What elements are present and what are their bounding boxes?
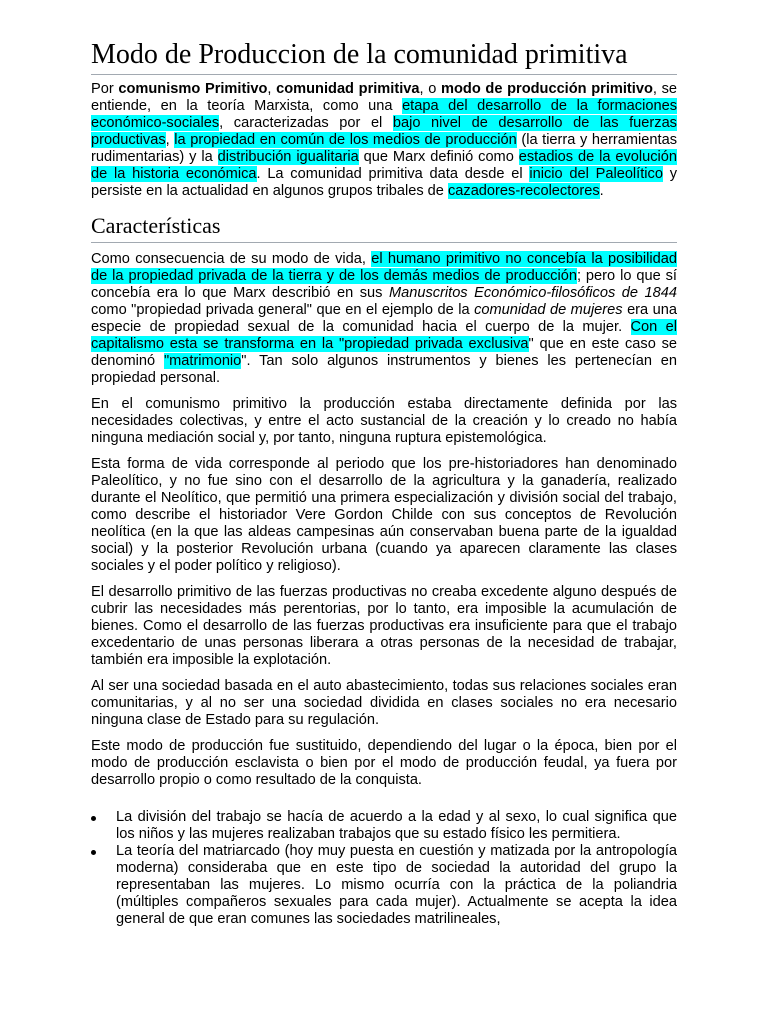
intro-bold-term: modo de producción primitivo bbox=[441, 81, 653, 97]
intro-text: , o bbox=[419, 81, 442, 97]
intro-text: (la tierra y herramientas rudimentarias) y la bbox=[91, 132, 678, 165]
paragraph-text: ". Tan solo algunos instrumentos y bienes les pertenecían en propiedad personal. bbox=[91, 353, 677, 386]
intro-text: , caracterizadas por el bbox=[219, 115, 393, 131]
page-title: Modo de Produccion de la comunidad primitiva bbox=[91, 38, 677, 75]
paragraph-2: En el comunismo primitivo la producción estaba directamente definida por las necesidades colectivas, y entre el acto sustancial de la creación y lo creado no había ninguna mediación social y, por tanto, ninguna ruptura epistemológica. bbox=[91, 396, 677, 446]
intro-text: . La comunidad primitiva data desde el bbox=[256, 166, 530, 182]
paragraph-text: " que en este caso se denominó bbox=[91, 336, 677, 369]
italic-term: comunidad de mujeres bbox=[474, 302, 623, 318]
paragraph-4: El desarrollo primitivo de las fuerzas productivas no creaba excedente alguno después de cubrir las necesidades más perentorias, por lo tanto, era imposible la acumulación de bienes. Como el desarrollo de las fuerzas productivas era insuficiente para que el trabajo excedentario de unas personas liberara a otras personas de la necesidad de trabajar, también era imposible la explotación. bbox=[91, 584, 677, 668]
paragraph-text: Como consecuencia de su modo de vida, bbox=[91, 251, 372, 267]
paragraph-5: Al ser una sociedad basada en el auto abastecimiento, todas sus relaciones sociales eran comunitarias, y al no ser una sociedad dividida en clases sociales no era necesario ninguna clase de Estado para su regulación. bbox=[91, 678, 677, 728]
intro-text: , bbox=[165, 132, 175, 148]
intro-bold-term: comunidad primitiva bbox=[276, 81, 420, 97]
intro-bold-term: comunismo Primitivo bbox=[118, 81, 268, 97]
bullet-icon bbox=[91, 850, 96, 855]
highlighted-text: estadios de la evolución de la historia económica bbox=[91, 149, 678, 182]
intro-text: , se entiende, en la teoría Marxista, como una bbox=[91, 81, 678, 114]
highlighted-text: etapa del desarrollo de la formaciones económico-sociales bbox=[91, 98, 677, 131]
paragraph-text: como "propiedad privada general" que en el ejemplo de la bbox=[91, 302, 475, 318]
bullet-icon bbox=[91, 816, 96, 821]
list-item-text: La división del trabajo se hacía de acuerdo a la edad y al sexo, lo cual significa que los niños y las mujeres realizaban trabajos que su estado físico les permitiera. bbox=[116, 809, 677, 842]
paragraph-1 bbox=[91, 251, 677, 387]
section-title-caracteristicas: Características bbox=[91, 212, 677, 243]
intro-paragraph bbox=[91, 81, 677, 200]
highlighted-text: distribución igualitaria bbox=[217, 149, 359, 165]
highlighted-text: bajo nivel de desarrollo de las fuerzas productivas bbox=[91, 115, 677, 148]
bullet-list bbox=[91, 809, 677, 928]
list-item bbox=[91, 809, 677, 843]
intro-text: . bbox=[599, 183, 604, 199]
highlighted-text: el humano primitivo no concebía la posibilidad de la propiedad privada de la tierra y de los demás medios de producción bbox=[91, 251, 677, 284]
intro-text: y persiste en la actualidad en algunos grupos tribales de bbox=[91, 166, 678, 199]
italic-title: Manuscritos Económico-filosóficos de 1844 bbox=[388, 285, 677, 301]
intro-text: , bbox=[267, 81, 277, 97]
highlighted-text: cazadores-recolectores bbox=[447, 183, 600, 199]
intro-text: Por bbox=[91, 81, 119, 97]
paragraph-6: Este modo de producción fue sustituido, dependiendo del lugar o la época, bien por el modo de producción esclavista o bien por el modo de producción feudal, ya fuera por desarrollo propio o como resultado de la conquista. bbox=[91, 738, 677, 788]
list-item bbox=[91, 843, 677, 928]
highlighted-text: inicio del Paleolítico bbox=[529, 166, 663, 182]
highlighted-text: la propiedad en común de los medios de producción bbox=[174, 132, 517, 148]
intro-text: que Marx definió como bbox=[358, 149, 519, 165]
highlighted-text: Con el capitalismo esta se transforma en la "propiedad privada exclusiva bbox=[91, 319, 677, 352]
list-item-text: La teoría del matriarcado (hoy muy puesta en cuestión y matizada por la antropología moderna) consideraba que en este tipo de sociedad la autoridad del grupo la representaban las mujeres. Lo mismo ocurría con la práctica de la poliandria (múltiples compañeros sexuales para cada mujer). Actualmente se acepta la idea general de que eran comunes las sociedades matrilineales, bbox=[116, 843, 677, 927]
highlighted-text: "matrimonio bbox=[163, 353, 242, 369]
paragraph-3: Esta forma de vida corresponde al periodo que los pre-historiadores han denominado Paleolítico, y no fue sino con el desarrollo de la agricultura y la ganadería, realizado durante el Neolítico, que permitió una primera especialización y división social del trabajo, como describe el historiador Vere Gordon Childe con sus conceptos de Revolución neolítica (en la que las aldeas campesinas aún conservaban buena parte de la igualdad social) y la posterior Revolución urbana (cuando ya aparecen claramente las clases sociales y el poder político y religioso). bbox=[91, 456, 677, 574]
paragraph-text: ; pero lo que sí concebía era lo que Marx describió en sus bbox=[91, 268, 677, 301]
paragraph-text: era una especie de propiedad sexual de la comunidad hacia el cuerpo de la mujer. bbox=[91, 302, 677, 335]
